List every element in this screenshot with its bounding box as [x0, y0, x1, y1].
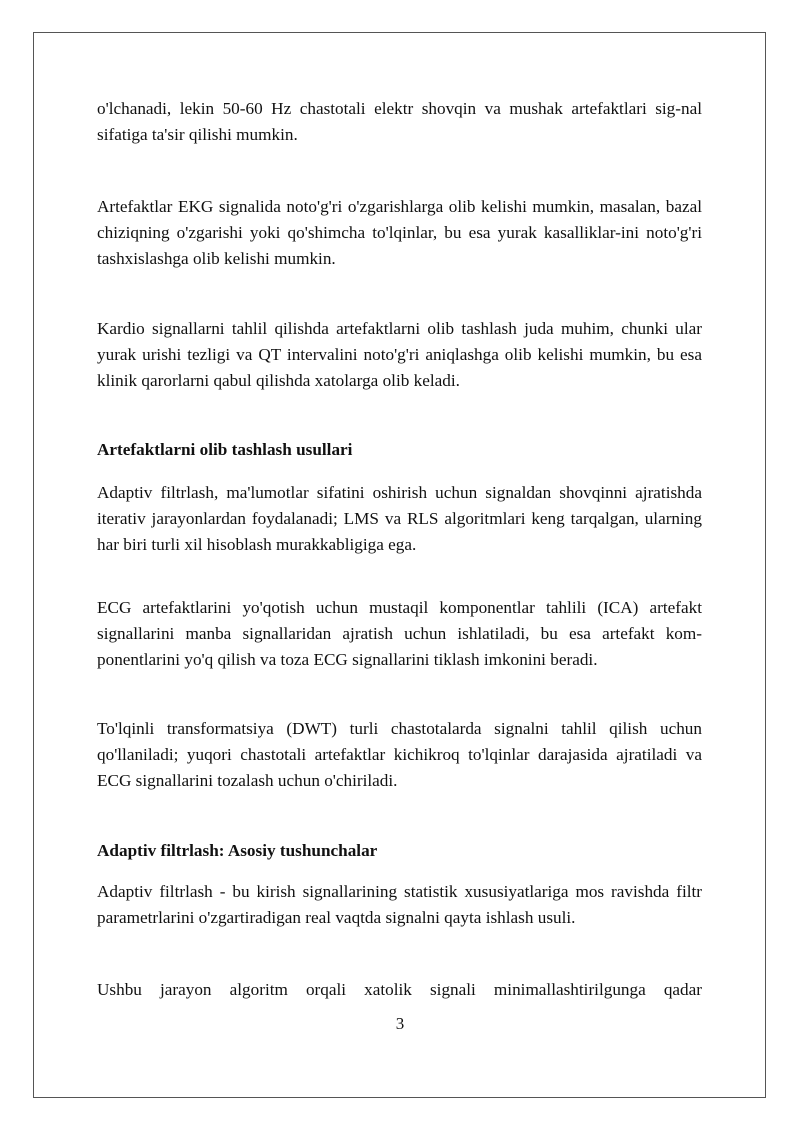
section-heading: Artefaktlarni olib tashlash usullari: [97, 440, 353, 459]
paragraph: To'lqinli transformatsiya (DWT) turli chastotalarda signalni tahlil qilish uchun qo'llaniladi; yuqori chastotali artefaktlar kichikroq to'lqinlar darajasida ajratiladi va ECG signallarini tozalash uchun o'chiriladi.: [97, 719, 702, 790]
paragraph: o'lchanadi, lekin 50-60 Hz chastotali elektr shovqin va mushak artefaktlari sig-nal sifatiga ta'sir qilishi mumkin.: [97, 99, 702, 144]
paragraph: Kardio signallarni tahlil qilishda artefaktlarni olib tashlash juda muhim, chunki ular yurak urishi tezligi va QT intervalini noto'g'ri aniqlashga olib kelishi mumkin, bu esa klinik qarorlarni qabul qilishda xatolarga olib keladi.: [97, 319, 702, 390]
paragraph: Ushbu jarayon algoritm orqali xatolik signali minimallashtirilgunga qadar: [97, 980, 702, 999]
section-heading: Adaptiv filtrlash: Asosiy tushunchalar: [97, 841, 378, 860]
paragraph: Adaptiv filtrlash - bu kirish signallarining statistik xususiyatlariga mos ravishda filtr parametrlarini o'zgartiradigan real vaqtda signalni qayta ishlash usuli.: [97, 882, 702, 927]
page-number: 3: [395, 1014, 405, 1033]
paragraph: ECG artefaktlarini yo'qotish uchun mustaqil komponentlar tahlili (ICA) artefakt signallarini manba signallaridan ajratish uchun ishlatiladi, bu esa artefakt kom-ponentlarini yo'q qilish va toza ECG signallarini tiklash imkonini beradi.: [97, 598, 702, 669]
page-border: [33, 32, 766, 1098]
paragraph: Adaptiv filtrlash, ma'lumotlar sifatini oshirish uchun signaldan shovqinni ajratishda iterativ jarayonlardan foydalanadi; LMS va RLS algoritmlari keng tarqalgan, ularning har biri turli xil hisoblash murakkabligiga ega.: [97, 483, 702, 554]
paragraph: Artefaktlar EKG signalida noto'g'ri o'zgarishlarga olib kelishi mumkin, masalan, bazal chiziqning o'zgarishi yoki qo'shimcha to'lqinlar, bu esa yurak kasalliklar-ini noto'g'ri tashxislashga olib kelishi mumkin.: [97, 197, 702, 268]
